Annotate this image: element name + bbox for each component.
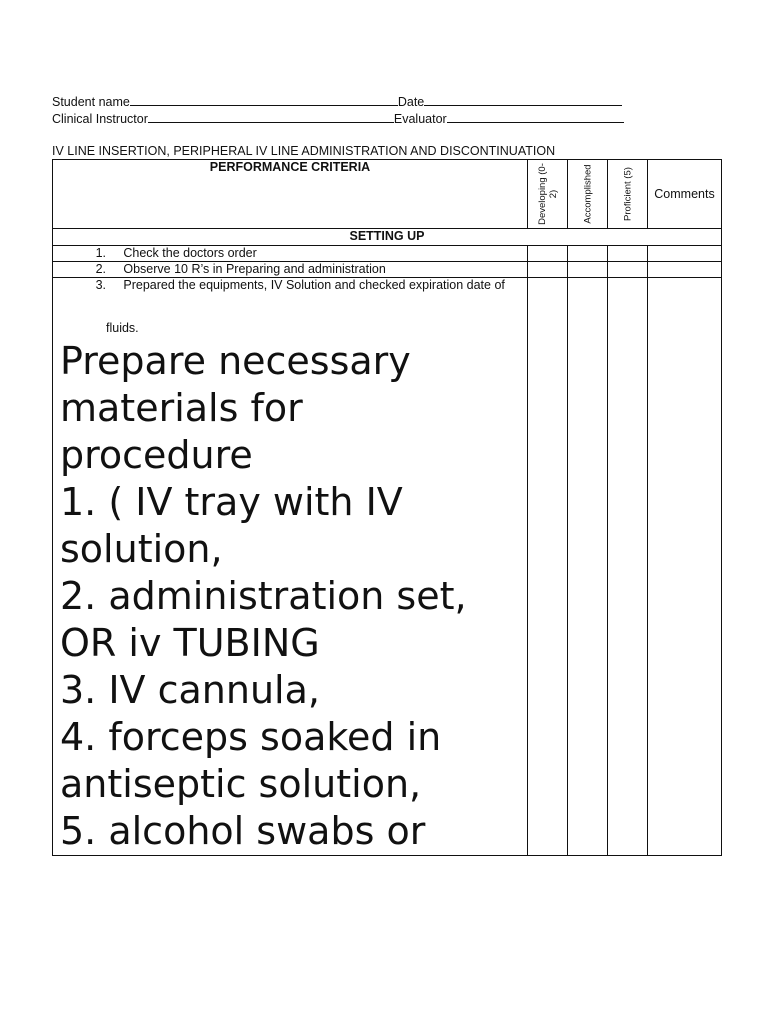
proficient-cell[interactable] bbox=[608, 262, 648, 278]
student-date-line bbox=[52, 93, 622, 110]
developing-header bbox=[528, 160, 568, 229]
student-name-field[interactable] bbox=[130, 93, 398, 106]
item-number: 3. bbox=[95, 278, 106, 292]
accomplished-header bbox=[568, 160, 608, 229]
accomplished-cell[interactable] bbox=[568, 262, 608, 278]
evaluator-field[interactable] bbox=[447, 110, 624, 123]
section-row bbox=[53, 229, 722, 246]
materials-list bbox=[53, 338, 527, 855]
materials-line: 2. administration set, bbox=[60, 574, 467, 618]
materials-line: procedure bbox=[60, 433, 253, 477]
comments-cell[interactable] bbox=[648, 246, 722, 262]
accomplished-label: Accomplished bbox=[582, 164, 593, 224]
developing-cell[interactable] bbox=[528, 246, 568, 262]
comments-cell[interactable] bbox=[648, 262, 722, 278]
materials-line: 5. alcohol swabs or bbox=[60, 809, 426, 853]
criteria-cell bbox=[53, 262, 528, 278]
performance-criteria-header: PERFORMANCE CRITERIA bbox=[53, 160, 528, 229]
performance-table bbox=[52, 159, 722, 856]
clinical-instructor-label: Clinical Instructor bbox=[52, 112, 148, 126]
proficient-header bbox=[608, 160, 648, 229]
instructor-evaluator-line bbox=[52, 110, 624, 127]
form-title: IV LINE INSERTION, PERIPHERAL IV LINE ADMINISTRATION AND DISCONTINUATION bbox=[52, 144, 556, 158]
evaluator-label: Evaluator bbox=[393, 112, 447, 126]
proficient-cell[interactable] bbox=[608, 246, 648, 262]
table-header-row bbox=[53, 160, 722, 229]
table-row bbox=[53, 262, 722, 278]
accomplished-cell[interactable] bbox=[568, 246, 608, 262]
date-field[interactable] bbox=[424, 93, 622, 106]
criteria-cell bbox=[53, 278, 528, 856]
materials-line: Prepare necessary bbox=[60, 339, 411, 383]
proficient-label: Proficient (5) bbox=[622, 167, 633, 221]
materials-line: OR iv TUBING bbox=[60, 621, 320, 665]
table-row bbox=[53, 278, 722, 856]
item-text: Observe 10 R’s in Preparing and administration bbox=[123, 262, 386, 276]
materials-line: 1. ( IV tray with IV bbox=[60, 480, 403, 524]
item-number: 2. bbox=[95, 262, 106, 276]
developing-cell[interactable] bbox=[528, 278, 568, 856]
materials-line: 3. IV cannula, bbox=[60, 668, 320, 712]
developing-cell[interactable] bbox=[528, 262, 568, 278]
proficient-cell[interactable] bbox=[608, 278, 648, 856]
accomplished-cell[interactable] bbox=[568, 278, 608, 856]
criteria-cell bbox=[53, 246, 528, 262]
materials-line: antiseptic solution, bbox=[60, 762, 422, 806]
date-label: Date bbox=[397, 95, 425, 109]
item-text: Prepared the equipments, IV Solution and checked expiration date of bbox=[123, 278, 505, 292]
section-title: SETTING UP bbox=[53, 229, 722, 246]
table-row bbox=[53, 246, 722, 262]
comments-cell[interactable] bbox=[648, 278, 722, 856]
item-number: 1. bbox=[95, 246, 106, 260]
materials-line: solution, bbox=[60, 527, 223, 571]
item-3 bbox=[53, 278, 527, 336]
comments-header: Comments bbox=[648, 160, 722, 229]
student-name-label: Student name bbox=[52, 95, 130, 109]
materials-line: 4. forceps soaked in bbox=[60, 715, 442, 759]
item-text-continued: fluids. bbox=[106, 321, 139, 335]
item-text: Check the doctors order bbox=[123, 246, 257, 260]
developing-label: Developing (0-2) bbox=[536, 163, 559, 225]
clinical-instructor-field[interactable] bbox=[148, 110, 394, 123]
materials-line: materials for bbox=[60, 386, 303, 430]
